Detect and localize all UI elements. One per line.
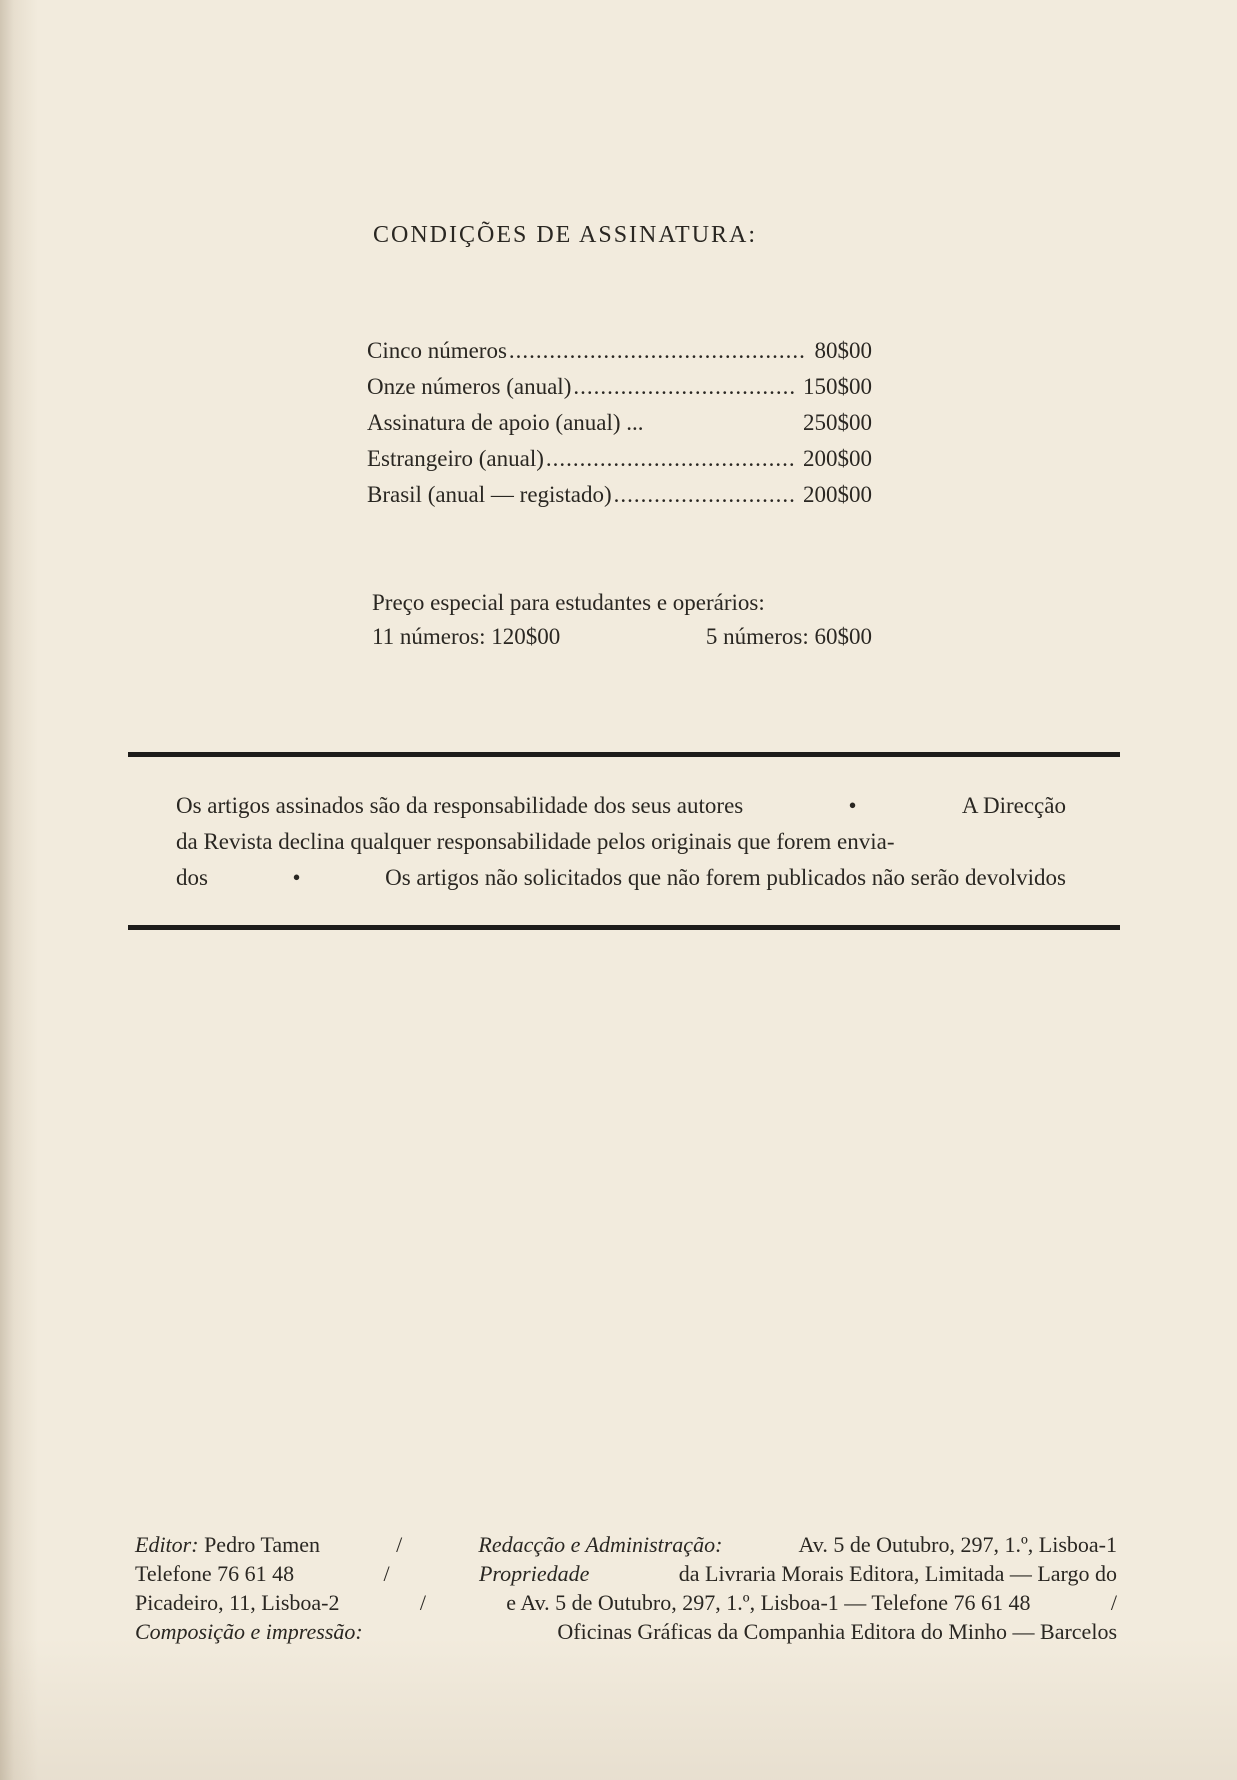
price-value: 200$00 bbox=[803, 446, 872, 471]
separator: / bbox=[396, 1532, 403, 1557]
bottom-divider bbox=[128, 925, 1120, 930]
telefone: Telefone 76 61 48 bbox=[135, 1561, 295, 1586]
colophon bbox=[135, 1530, 1117, 1646]
price-label: Brasil (anual — registado) bbox=[367, 482, 612, 507]
special-heading: Preço especial para estudantes e operários: bbox=[372, 590, 765, 615]
colophon-line bbox=[135, 1617, 1117, 1646]
price-value: 250$00 bbox=[803, 410, 872, 435]
colophon-line bbox=[135, 1530, 1117, 1559]
address-text: e Av. 5 de Outubro, 297, 1.º, Lisboa-1 — Telefone 76 61 48 bbox=[506, 1590, 1031, 1615]
editor-name: Pedro Tamen bbox=[204, 1532, 321, 1557]
price-label: Estrangeiro (anual) bbox=[367, 446, 544, 471]
separator: / bbox=[383, 1561, 390, 1586]
responsibility-notice bbox=[176, 788, 1066, 896]
price-label: Assinatura de apoio (anual) ... bbox=[367, 410, 644, 435]
composicao-text: Oficinas Gráficas da Companhia Editora do Minho — Barcelos bbox=[557, 1619, 1117, 1644]
redaccao-address: Av. 5 de Outubro, 297, 1.º, Lisboa-1 bbox=[798, 1532, 1117, 1557]
editor-label: Editor: bbox=[135, 1532, 199, 1557]
price-row bbox=[367, 477, 872, 513]
separator: / bbox=[1110, 1590, 1117, 1615]
notice-line bbox=[176, 788, 1066, 824]
colophon-line bbox=[135, 1559, 1117, 1588]
bullet-icon: • bbox=[848, 793, 857, 818]
dot-leader bbox=[614, 477, 795, 513]
separator: / bbox=[419, 1590, 426, 1615]
propriedade-text: da Livraria Morais Editora, Limitada — Largo do bbox=[678, 1561, 1117, 1586]
notice-text: Os artigos assinados são da responsabilidade dos seus autores bbox=[176, 793, 744, 818]
special-offers bbox=[372, 620, 872, 654]
price-row bbox=[367, 333, 872, 369]
special-offer-students: 11 números: 120$00 bbox=[372, 624, 561, 649]
price-label: Cinco números bbox=[367, 338, 507, 363]
redaccao-label: Redacção e Administração: bbox=[478, 1532, 723, 1557]
notice-text: Os artigos não solicitados que não forem publicados não serão devolvidos bbox=[385, 865, 1066, 890]
price-row bbox=[367, 441, 872, 477]
price-row bbox=[367, 405, 872, 441]
price-value: 200$00 bbox=[803, 482, 872, 507]
propriedade-label: Propriedade bbox=[478, 1561, 590, 1586]
composicao-label: Composição e impressão: bbox=[135, 1619, 363, 1644]
notice-text: da Revista declina qualquer responsabilidade pelos originais que forem envia- bbox=[176, 829, 895, 854]
notice-text: A Direcção bbox=[961, 793, 1066, 818]
dot-leader bbox=[546, 441, 795, 477]
dot-leader bbox=[509, 333, 807, 369]
special-pricing bbox=[372, 586, 872, 654]
bullet-icon: • bbox=[292, 865, 301, 890]
price-value: 150$00 bbox=[803, 374, 872, 399]
colophon-line bbox=[135, 1588, 1117, 1617]
notice-line bbox=[176, 824, 1066, 860]
page-title: CONDIÇÕES DE ASSINATURA: bbox=[373, 222, 758, 248]
top-divider bbox=[128, 752, 1120, 757]
price-row bbox=[367, 369, 872, 405]
special-offer-workers: 5 números: 60$00 bbox=[705, 624, 872, 649]
dot-leader bbox=[573, 369, 795, 405]
price-label: Onze números (anual) bbox=[367, 374, 572, 399]
notice-text: dos bbox=[176, 865, 208, 890]
notice-line bbox=[176, 860, 1066, 896]
address-text: Picadeiro, 11, Lisboa-2 bbox=[135, 1590, 340, 1615]
subscription-price-list bbox=[367, 333, 872, 513]
price-value: 80$00 bbox=[814, 338, 872, 363]
